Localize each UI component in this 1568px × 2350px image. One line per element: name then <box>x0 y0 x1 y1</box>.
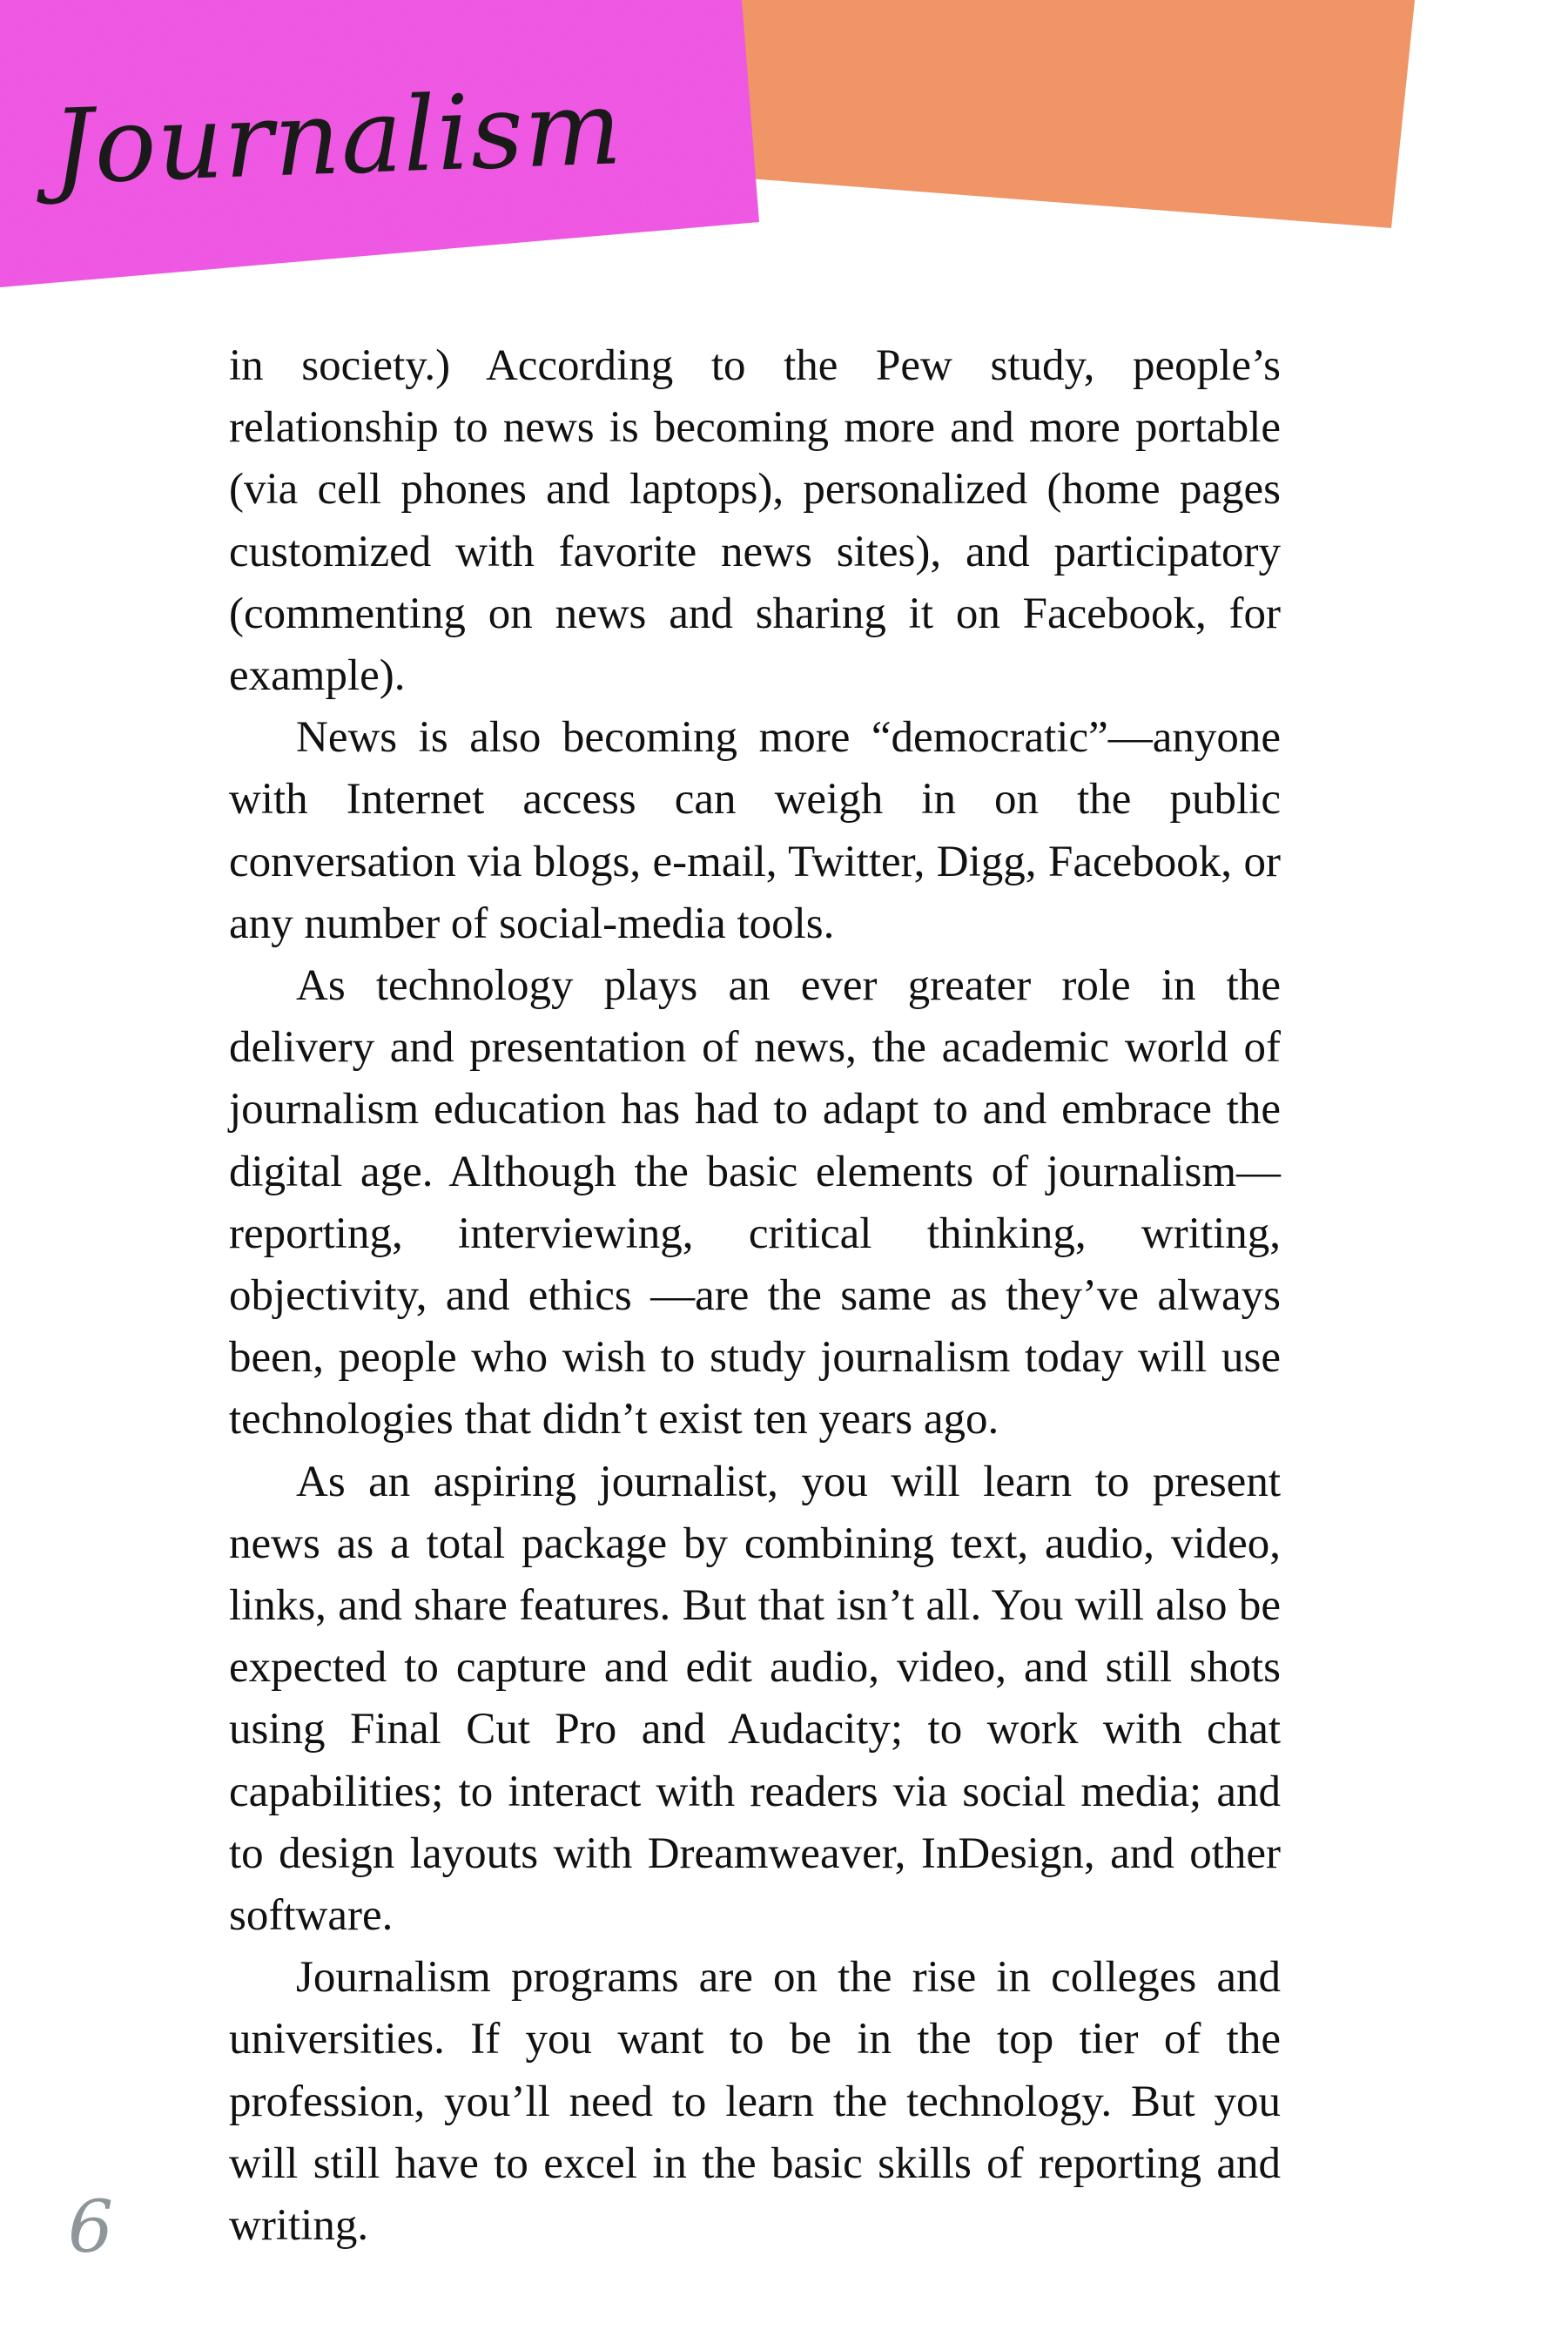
paragraph: in society.) According to the Pew study, people’s relationship to news is becoming more and more portable (via cell phones and laptops), personalized (home pages customized with favorite news sites), and participatory (commenting on news and sharing it on Facebook, for example). <box>229 341 1281 701</box>
orange-header-band <box>714 0 1415 228</box>
body-text <box>229 335 1281 2257</box>
page-number: 6 <box>68 2186 114 2269</box>
paragraph: Journalism programs are on the rise in colleges and universities. If you want to be in the top tier of the profession, you’ll need to learn the technology. But you will still have to excel in the basic skills of reporting and writing. <box>229 1953 1281 2251</box>
paragraph: As an aspiring journalist, you will learn to present news as a total package by combining text, audio, video, links, and share features. But that isn’t all. You will also be expected to capture and edit audio, video, and still shots using Final Cut Pro and Audacity; to work with chat capabilities; to interact with readers via social media; and to design layouts with Dreamweaver, InDesign, and other software. <box>229 1457 1281 1941</box>
chapter-title: Journalism <box>50 67 625 207</box>
paragraph: As technology plays an ever greater role in the delivery and presentation of news, the academic world of journalism education has had to adapt to and embrace the digital age. Although the basic elements of journalism—reporting, interviewing, critical thinking, writing, objectivity, and ethics —are the same as they’ve always been, people who wish to study journalism today will use technologies that didn’t exist ten years ago. <box>229 961 1281 1444</box>
paragraph: News is also becoming more “democratic”—anyone with Internet access can weigh in on the public conversation via blogs, e-mail, Twitter, Digg, Facebook, or any number of social-media tools. <box>229 713 1281 948</box>
